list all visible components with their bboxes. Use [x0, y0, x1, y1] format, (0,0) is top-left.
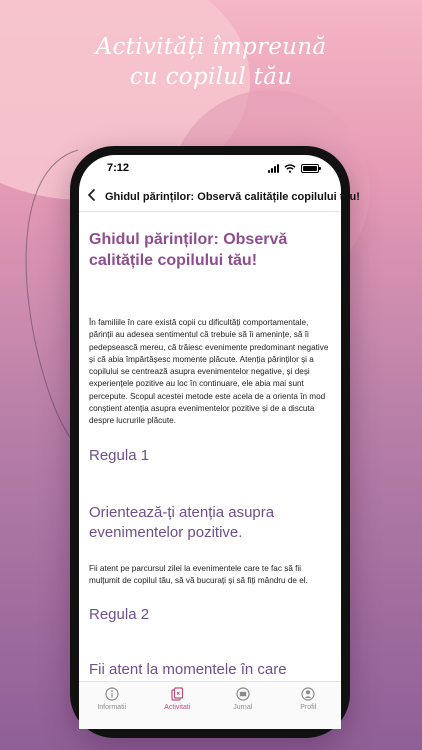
article-content[interactable] [79, 213, 341, 681]
tab-label: Profil [300, 704, 317, 711]
tab-label: Activitati [164, 704, 191, 711]
tab-label: Informatii [97, 704, 127, 711]
wifi-icon [284, 164, 296, 173]
article-intro: În familiile în care există copii cu dificultăți comportamentale, părinții au adesea sentimentul că trebuie să îi amenințe, să îi pedepsească mereu, că trăiesc evenimente predominant negative și că abia împărtășesc momente plăcute. Atenția părinților și a copilului se centrează asupra evenimentelor negative, și deși experiențele pozitive au loc în continuare, ele abia mai sunt percepute. Scopul acestei metode este acela de a orienta în mod conștient atenția asupra evenimentelor pozitive și de a discuta despre lucrurile plăcute. [89, 318, 329, 426]
cards-icon [170, 687, 184, 701]
tab-informatii[interactable] [82, 687, 142, 729]
tab-jurnal[interactable] [213, 687, 273, 729]
headline-line-2: cu copilul tău [129, 64, 293, 90]
tab-label: Jurnal [233, 704, 253, 711]
nav-title: Ghidul părinților: Observă calitățile copilului tău! [105, 190, 360, 203]
phone-screen [79, 155, 360, 729]
rule-1-heading: Regula 1 [89, 446, 150, 464]
phone-frame [70, 146, 360, 738]
rule-2-title: Fii atent la momentele în care [89, 661, 287, 679]
status-bar [79, 155, 341, 181]
info-icon [105, 687, 119, 701]
nav-bar [79, 182, 360, 212]
rule-2-heading: Regula 2 [89, 606, 150, 624]
chevron-left-icon[interactable] [87, 189, 97, 205]
signal-icon [268, 164, 279, 173]
status-time: 7:12 [107, 162, 130, 174]
article-title: Ghidul părinților: Observă calitățile copilului tău! [89, 231, 288, 269]
book-icon [236, 687, 250, 701]
tab-bar [79, 681, 341, 729]
rule-1-title: Orientează-ți atenția asupra evenimentelor pozitive. [89, 503, 275, 541]
promo-headline [0, 32, 422, 92]
profile-icon [301, 687, 315, 701]
rule-1-text: Fii atent pe parcursul zilei la evenimentele care te fac să fii mulțumit de copilul tău, să vă bucurați și să fiți mândru de el. [89, 563, 308, 585]
tab-activitati[interactable] [147, 687, 207, 729]
tab-profil[interactable] [278, 687, 338, 729]
headline-line-1: Activități împreună [95, 34, 327, 60]
battery-icon [301, 164, 319, 173]
